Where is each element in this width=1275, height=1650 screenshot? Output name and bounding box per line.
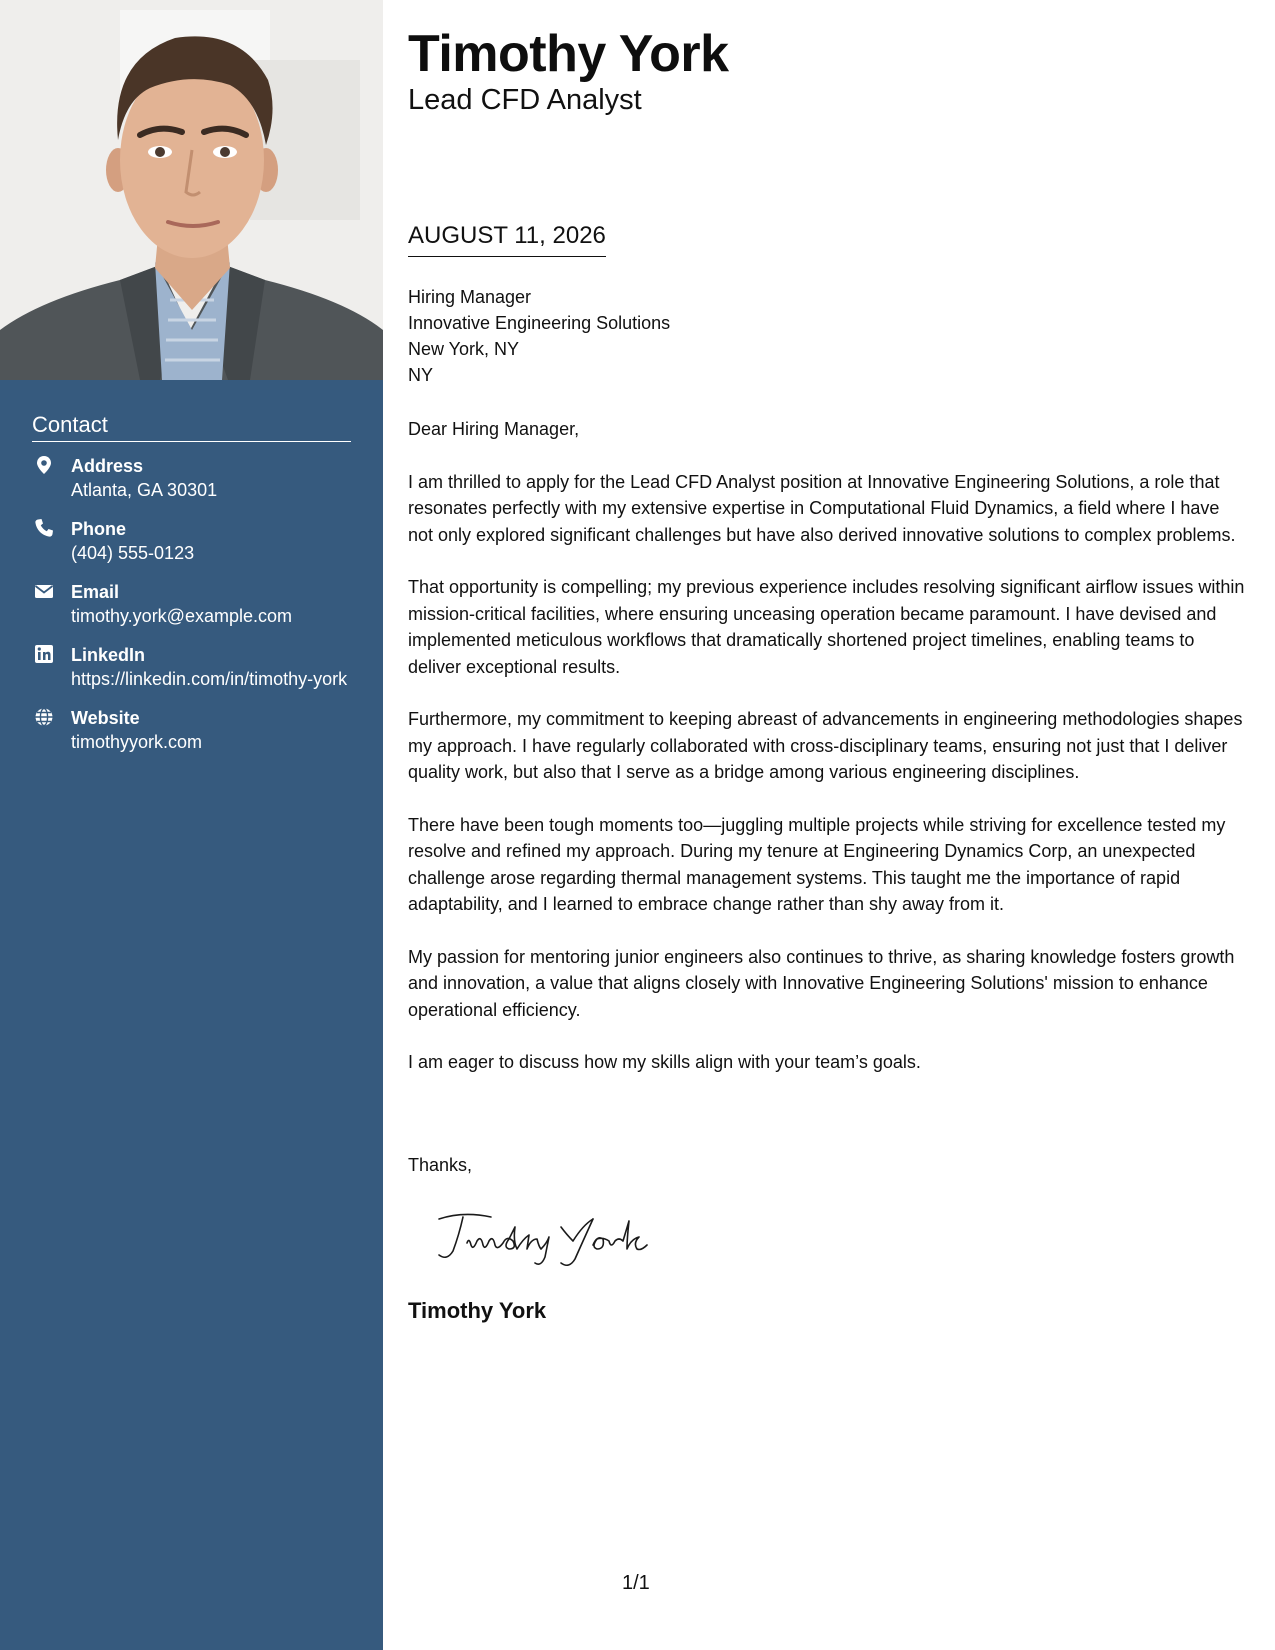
recipient-line: NY: [408, 365, 434, 385]
phone-icon: [34, 518, 54, 538]
letter-paragraph: Furthermore, my commitment to keeping abreast of advancements in engineering methodologies shapes my approach. I have regularly collaborated with cross-disciplinary teams, ensuring not just that I deliver quality work, but also that I serve as a bridge among various engineering disciplines.: [408, 709, 1243, 782]
letter-date: AUGUST 11, 2026: [408, 222, 606, 257]
letter-paragraph: That opportunity is compelling; my previous experience includes resolving significant airflow issues within mission-critical facilities, where ensuring unceasing operation became paramount. I have devised and implemented meticulous workflows that dramatically shortened project timelines, enabling teams to deliver exceptional results.: [408, 577, 1245, 677]
applicant-role: Lead CFD Analyst: [408, 84, 642, 116]
recipient-line: Innovative Engineering Solutions: [408, 313, 671, 333]
letter-paragraph: My passion for mentoring junior engineers also continues to thrive, as sharing knowledge fosters growth and innovation, a value that aligns closely with Innovative Engineering Solutions' mission to enhance operational efficiency.: [408, 946, 1235, 1020]
contact-address-value: Atlanta, GA 30301: [71, 480, 218, 500]
contact-heading: Contact: [32, 412, 351, 442]
contact-linkedin: [32, 643, 351, 691]
contact-email-value: timothy.york@example.com: [71, 606, 293, 626]
letter-body: [408, 416, 1248, 1102]
contact-website-value[interactable]: timothyyork.com: [71, 732, 203, 752]
handwritten-signature: [433, 1205, 663, 1280]
recipient-line: New York, NY: [408, 339, 520, 359]
recipient-block: [408, 284, 670, 388]
signed-name: Timothy York: [408, 1298, 547, 1323]
letter-paragraph: I am thrilled to apply for the Lead CFD Analyst position at Innovative Engineering Solutions, a role that resonates perfectly with my extensive expertise in Computational Fluid Dynamics, a field where I have not only explored significant challenges but have also derived innovative solutions to complex problems.: [408, 471, 1236, 545]
contact-address-label: Address: [71, 456, 144, 476]
contact-phone: [32, 517, 351, 565]
contact-website: [32, 706, 351, 754]
letter-paragraph: There have been tough moments too—juggling multiple projects while striving for excellence tested my resolve and refined my approach. During my tenure at Engineering Dynamics Corp, an unexpected challenge arose regarding thermal management systems. This taught me the importance of rapid adaptability, and I learned to embrace change rather than shy away from it.: [408, 814, 1226, 914]
contact-section: [32, 412, 351, 769]
contact-address: [32, 454, 351, 502]
contact-website-label: Website: [71, 708, 140, 728]
map-pin-icon: [34, 455, 54, 475]
contact-phone-label: Phone: [71, 519, 127, 539]
letter-paragraph: I am eager to discuss how my skills align with your team’s goals.: [408, 1052, 921, 1072]
contact-email-label: Email: [71, 582, 120, 602]
recipient-line: Hiring Manager: [408, 287, 532, 307]
contact-email: [32, 580, 351, 628]
closing: Thanks,: [408, 1155, 473, 1175]
linkedin-icon: [34, 644, 54, 664]
sidebar: [0, 0, 383, 1650]
contact-phone-value: (404) 555-0123: [71, 543, 195, 563]
contact-linkedin-label: LinkedIn: [71, 645, 146, 665]
profile-photo: [0, 0, 383, 380]
globe-icon: [34, 707, 54, 727]
envelope-icon: [34, 581, 54, 601]
salutation: Dear Hiring Manager,: [408, 419, 580, 439]
applicant-name: Timothy York: [408, 25, 729, 83]
page-number: 1/1: [622, 1572, 650, 1594]
contact-linkedin-value[interactable]: https://linkedin.com/in/timothy-york: [71, 669, 348, 689]
